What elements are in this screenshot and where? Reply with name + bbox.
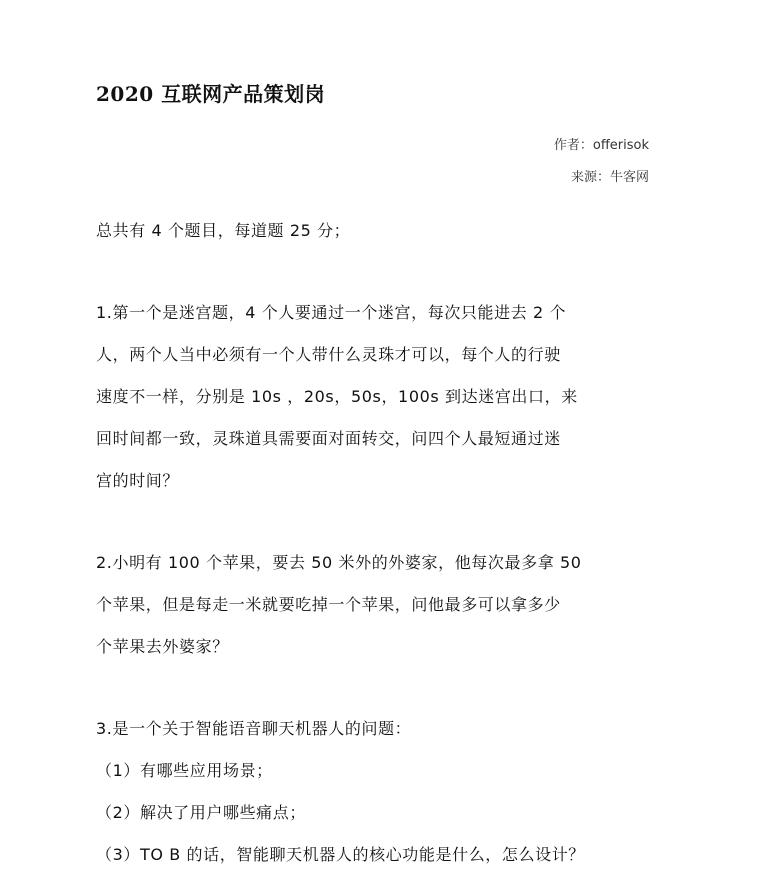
question-1-line: 宫的时间？ xyxy=(96,471,180,490)
intro-text: 总共有 4 个题目，每道题 25 分； xyxy=(96,221,351,240)
question-1-line: 人，两个人当中必须有一个人带什么灵珠才可以，每个人的行驶 xyxy=(96,345,561,364)
question-2-line: 个苹果，但是每走一米就要吃掉一个苹果，问他最多可以拿多少 xyxy=(96,595,561,614)
document-title: 2020 互联网产品策划岗 xyxy=(96,82,326,106)
question-1-line: 1.第一个是迷宫题，4 个人要通过一个迷宫，每次只能进去 2 个 xyxy=(96,303,567,322)
author-line: 作者：offerisok xyxy=(553,138,649,153)
question-2-line: 个苹果去外婆家？ xyxy=(96,637,229,656)
question-1-line: 速度不一样，分别是 10s ，20s，50s，100s 到达迷宫出口，来 xyxy=(96,387,578,406)
question-2-line: 2.小明有 100 个苹果，要去 50 米外的外婆家，他每次最多拿 50 xyxy=(96,553,582,572)
question-3-subitem: （3）TO B 的话，智能聊天机器人的核心功能是什么，怎么设计？ xyxy=(96,845,585,864)
question-3-subitem: （1）有哪些应用场景； xyxy=(96,761,273,780)
question-3-line: 3.是一个关于智能语音聊天机器人的问题： xyxy=(96,719,412,738)
source-line: 来源：牛客网 xyxy=(570,170,649,185)
question-3-subitem: （2）解决了用户哪些痛点； xyxy=(96,803,306,822)
question-1-line: 回时间都一致，灵珠道具需要面对面转交，问四个人最短通过迷 xyxy=(96,429,561,448)
